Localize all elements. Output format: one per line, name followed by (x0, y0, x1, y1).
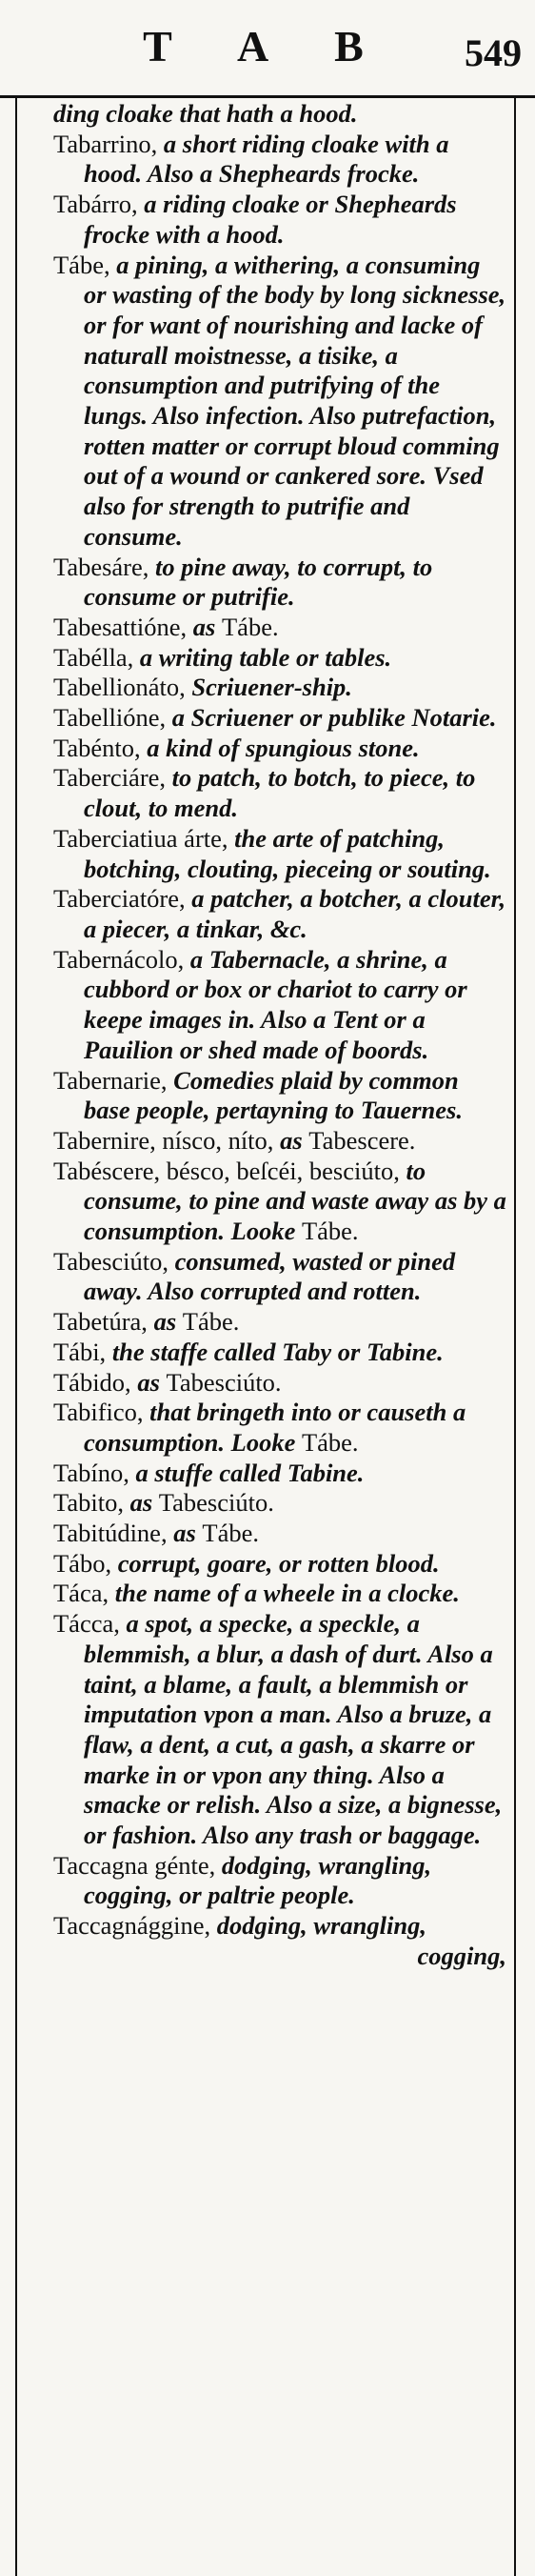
dictionary-entry (17, 884, 514, 944)
definition: a patcher, a botcher, a clouter, a piecer, a tinkar, &c. (84, 884, 506, 943)
definition: a spot, a specke, a speckle, a blemmish, a blur, a dash of durt. Also a taint, a blame, a fault, a blemmish or imputation vpon a man. Also a bruze, a flaw, a dent, a cut, a gash, a skarre or marke in or vpon any thing. Also a smacke or relish. Also a size, a bignesse, or fashion. Also any trash or baggage. (84, 1609, 503, 1850)
dictionary-entry (17, 1911, 514, 1971)
dictionary-entry (17, 1126, 514, 1157)
headword: Tabifico, (53, 1398, 144, 1427)
headword: Tácca, (53, 1609, 120, 1639)
definition: a short riding cloake with a hood. Also a Shepheards frocke. (84, 129, 449, 189)
dictionary-entry (17, 130, 514, 190)
definition: to pine away, to corrupt, to consume or putrifie. (84, 552, 433, 612)
dictionary-column (15, 95, 516, 2576)
definition: a Tabernacle, a shrine, a cubbord or box or chariot to carry or keepe images in. Also a Tent or a Pauilion or shed made of boords. (84, 944, 467, 1064)
definition: that bringeth into or causeth a consumption. Looke (84, 1398, 466, 1457)
definition: to patch, to botch, to piece, to clout, to mend. (84, 763, 476, 823)
headword: Tabéscere, bésco, beſcéi, besciúto, (53, 1156, 400, 1185)
definition: dodging, wrangling, (210, 1911, 426, 1941)
definition: ding cloake that hath a hood. (53, 99, 358, 128)
page-header (0, 0, 535, 98)
dictionary-entry (17, 703, 514, 734)
headword: Tabellionáto, (53, 673, 186, 702)
definition: a stuffe called Tabine. (129, 1458, 365, 1487)
cross-reference: Tabescere. (308, 1125, 416, 1155)
cross-reference: Tábe. (202, 1519, 259, 1548)
page-number: 549 (465, 31, 522, 74)
headword: Tabíno, (53, 1458, 129, 1487)
definition: the name of a wheele in a clocke. (109, 1579, 460, 1608)
headword: Tabénto, (53, 733, 141, 762)
definition: a writing table or tables. (133, 642, 392, 672)
dictionary-entry (17, 1157, 514, 1247)
dictionary-entry (17, 1398, 514, 1458)
dictionary-entry (17, 1519, 514, 1549)
headword: Tabesáre, (53, 552, 149, 581)
dictionary-entry (17, 945, 514, 1066)
dictionary-entry (17, 553, 514, 613)
headword: Tabárro, (53, 190, 138, 219)
cross-reference: Tábe. (301, 1217, 359, 1246)
dictionary-entry (17, 1338, 514, 1368)
dictionary-entry (17, 763, 514, 823)
cross-reference: Tábe. (301, 1427, 359, 1457)
headword: Tábo, (53, 1548, 112, 1578)
definition: a kind of spungious stone. (140, 733, 420, 762)
definition: a Scriuener or publike Notarie. (166, 703, 497, 733)
dictionary-entry (17, 1368, 514, 1399)
dictionary-entry (17, 613, 514, 643)
definition: Scriuener-ship. (185, 673, 352, 702)
headword: Tábido, (53, 1367, 131, 1397)
cross-reference: Tábe. (182, 1307, 240, 1337)
headword: Tabitúdine, (53, 1519, 168, 1548)
definition: Comedies plaid by common base people, pertayning to Tauernes. (84, 1065, 463, 1125)
dictionary-entry (17, 1851, 514, 1911)
definition: a pining, a withering, a consuming or wasting of the body by long sicknesse, or for want of nourishing and lacke of naturall moistnesse, a tisike, a consumption and putrifying of the lungs. Also infection. Also putrefaction, rotten matter or corrupt bloud comming out of a wound or cankered sore. Vsed also for strength to putrifie and consume. (84, 250, 506, 551)
definition: the arte of patching, botching, clouting, pieceing or souting. (84, 823, 491, 883)
running-head: T A B (143, 22, 392, 70)
dictionary-entry (17, 1307, 514, 1338)
dictionary-entry (17, 1247, 514, 1307)
headword: Tabélla, (53, 642, 134, 672)
headword: Taccagnággine, (53, 1911, 211, 1941)
dictionary-entry (17, 1459, 514, 1489)
definition: corrupt, goare, or rotten blood. (111, 1548, 440, 1578)
dictionary-entry (17, 1488, 514, 1519)
dictionary-entry (17, 643, 514, 674)
headword: Tabarrino, (53, 129, 158, 158)
headword: Tabito, (53, 1488, 124, 1518)
headword: Taccagna génte, (53, 1850, 216, 1880)
dictionary-entry (17, 673, 514, 703)
definition: dodging, wrangling, cogging, or paltrie people. (84, 1850, 432, 1910)
definition: as (167, 1519, 203, 1548)
definition: the staffe called Taby or Tabine. (106, 1337, 444, 1366)
dictionary-entry (17, 99, 514, 130)
headword: Tabetúra, (53, 1307, 148, 1337)
dictionary-entry (17, 734, 514, 764)
cross-reference: Tabesciúto. (166, 1367, 282, 1397)
dictionary-entry (17, 1066, 514, 1126)
headword: Tabernarie, (53, 1065, 168, 1095)
cross-reference: Tábe. (222, 612, 279, 641)
dictionary-entry (17, 190, 514, 250)
dictionary-entry (17, 251, 514, 553)
dictionary-entry (17, 1609, 514, 1851)
dictionary-entry (17, 1549, 514, 1580)
headword: Tabernácolo, (53, 944, 185, 974)
definition: as (273, 1125, 309, 1155)
catchword: cogging, (417, 1941, 506, 1970)
headword: Tabellióne, (53, 703, 167, 733)
cross-reference: Tabesciúto. (158, 1488, 274, 1518)
definition: to consume, to pine and waste away as by a consumption. Looke (84, 1156, 506, 1246)
headword: Tábi, (53, 1337, 107, 1366)
headword: Tabernire, nísco, níto, (53, 1125, 274, 1155)
definition: as (123, 1488, 159, 1518)
definition: consumed, wasted or pined away. Also corrupted and rotten. (84, 1246, 456, 1306)
dictionary-entry (17, 824, 514, 884)
definition: as (130, 1367, 167, 1397)
dictionary-entry (17, 1579, 514, 1609)
definition: a riding cloake or Shepheards frocke with a hood. (84, 190, 457, 249)
headword: Taberciatóre, (53, 884, 186, 914)
headword: Tabesciúto, (53, 1246, 169, 1276)
definition: as (147, 1307, 183, 1337)
headword: Taberciáre, (53, 763, 167, 793)
headword: Tabesattióne, (53, 612, 188, 641)
headword: Tábe, (53, 250, 110, 279)
definition: as (187, 612, 222, 641)
headword: Taberciatiua árte, (53, 823, 228, 853)
entry-list (17, 95, 514, 1972)
headword: Táca, (53, 1579, 109, 1608)
